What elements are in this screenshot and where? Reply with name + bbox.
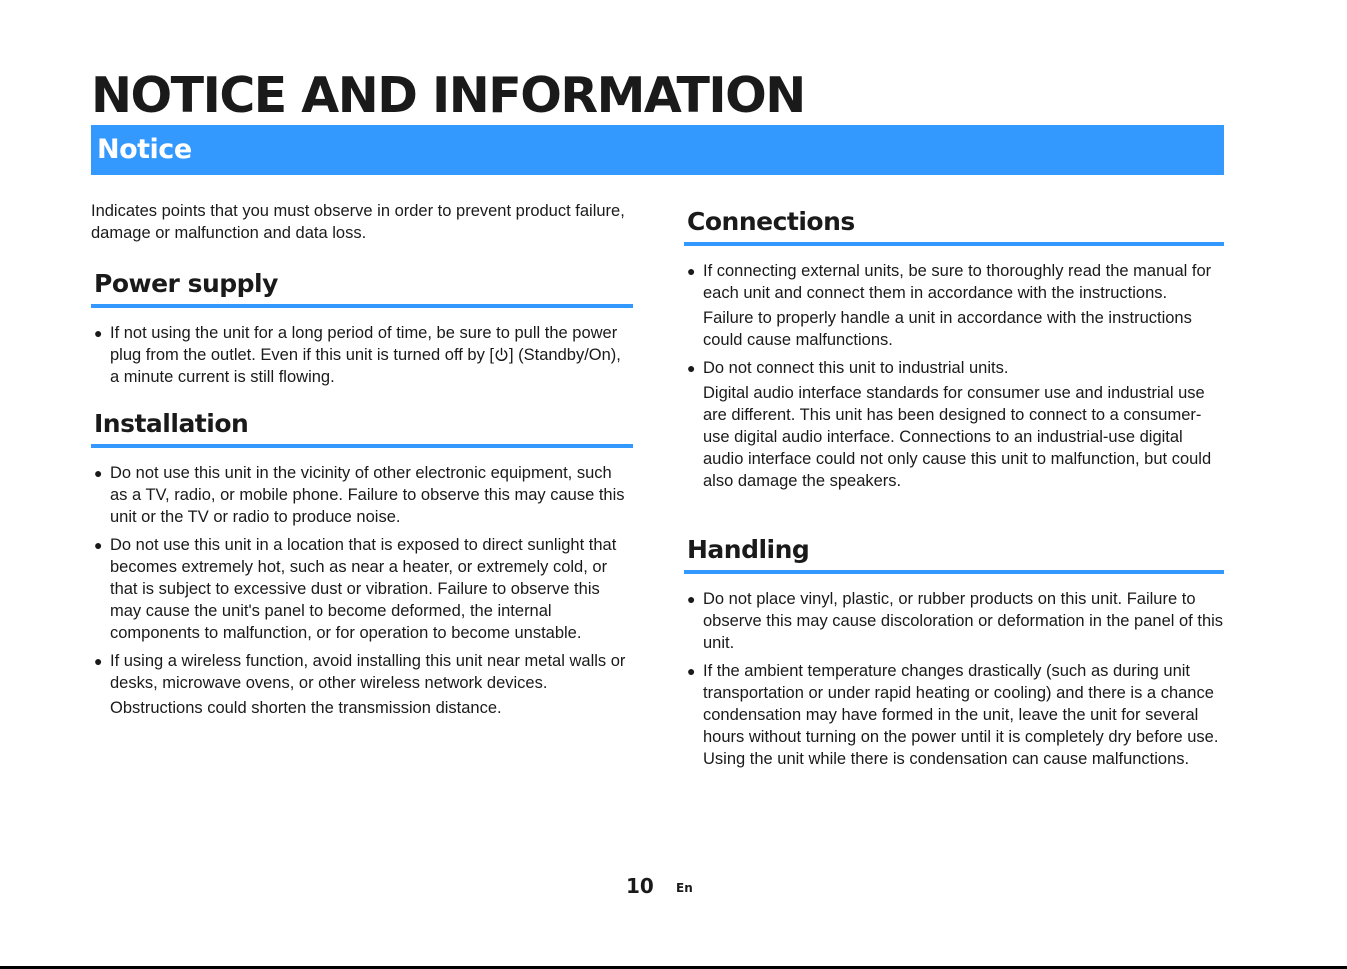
- notice-banner: [91, 125, 1224, 175]
- bullet-list: [684, 260, 1224, 492]
- list-item-text-part: If not using the unit for a long period of time, be sure to pull the power plug from the outlet. Even if this unit is turned off by [: [110, 324, 618, 364]
- list-item: [91, 462, 633, 528]
- bullet-icon: ●: [687, 263, 696, 279]
- notice-banner-label: Notice: [97, 134, 192, 165]
- list-item: [91, 322, 633, 388]
- bullet-icon: ●: [687, 591, 696, 607]
- bullet-list: [91, 462, 633, 719]
- power-standby-icon: [494, 347, 509, 362]
- bullet-icon: ●: [94, 537, 103, 553]
- page-number: 10: [626, 874, 654, 898]
- section-heading: Installation: [94, 409, 249, 438]
- list-item-text: If connecting external units, be sure to thoroughly read the manual for each unit and connect them in accordance with the instructions.: [703, 262, 1212, 302]
- list-item: [684, 660, 1224, 770]
- section-heading: Connections: [687, 207, 855, 236]
- bullet-icon: ●: [687, 360, 696, 376]
- section-divider: [91, 444, 633, 448]
- list-item-text: [110, 322, 633, 388]
- bullet-icon: ●: [94, 465, 103, 481]
- section-divider: [684, 242, 1224, 246]
- list-item-text: Do not place vinyl, plastic, or rubber products on this unit. Failure to observe this may cause discoloration or deformation in the panel of this unit.: [703, 590, 1224, 652]
- list-item-text: If the ambient temperature changes drastically (such as during unit transportation or under rapid heating or cooling) and there is a chance condensation may have formed in the unit, leave the unit for several hours without turning on the power until it is completely dry before use. Using the unit while there is condensation can cause malfunctions.: [703, 662, 1219, 768]
- list-item: [91, 650, 633, 719]
- section-connections: [684, 206, 1224, 498]
- intro-paragraph: Indicates points that you must observe in order to prevent product failure, damage or malfunction and data loss.: [91, 202, 625, 242]
- list-item: [684, 260, 1224, 351]
- bullet-list: [91, 322, 633, 388]
- list-item-note: Obstructions could shorten the transmission distance.: [110, 699, 502, 717]
- bullet-icon: ●: [687, 663, 696, 679]
- list-item: [684, 357, 1224, 492]
- list-item-note: Digital audio interface standards for consumer use and industrial use are different. This unit has been designed to connect to a consumer-use digital audio interface. Connections to an industrial-use digital audio interface could not only cause this unit to malfunction, but could also damage the speakers.: [703, 384, 1212, 490]
- section-heading: Handling: [687, 535, 810, 564]
- list-item: [684, 588, 1224, 654]
- section-heading: Power supply: [94, 269, 278, 298]
- list-item-text: Do not connect this unit to industrial units.: [703, 359, 1009, 377]
- list-item-text: Do not use this unit in the vicinity of other electronic equipment, such as a TV, radio, or mobile phone. Failure to observe this may cause this unit or the TV or radio to produce noise.: [110, 464, 625, 526]
- section-power-supply: [91, 268, 633, 394]
- bullet-icon: ●: [94, 325, 103, 341]
- list-item: [91, 534, 633, 644]
- section-handling: [684, 534, 1224, 776]
- section-divider: [91, 304, 633, 308]
- page-language: En: [676, 881, 693, 895]
- bullet-icon: ●: [94, 653, 103, 669]
- list-item-note: Failure to properly handle a unit in accordance with the instructions could cause malfunctions.: [703, 309, 1192, 349]
- section-divider: [684, 570, 1224, 574]
- bullet-list: [684, 588, 1224, 770]
- list-item-text: Do not use this unit in a location that is exposed to direct sunlight that becomes extremely hot, such as near a heater, or extremely cold, or that is subject to excessive dust or vibration. Failure to observe this may cause the unit's panel to become deformed, the internal components to malfunction, or for operation to become unstable.: [110, 536, 617, 642]
- section-installation: [91, 408, 633, 725]
- list-item-text: If using a wireless function, avoid installing this unit near metal walls or desks, microwave ovens, or other wireless network devices.: [110, 652, 626, 692]
- list-item-text-part: ] (Standby/On), a minute current is still flowing.: [110, 346, 621, 386]
- page-title: NOTICE AND INFORMATION: [91, 67, 805, 124]
